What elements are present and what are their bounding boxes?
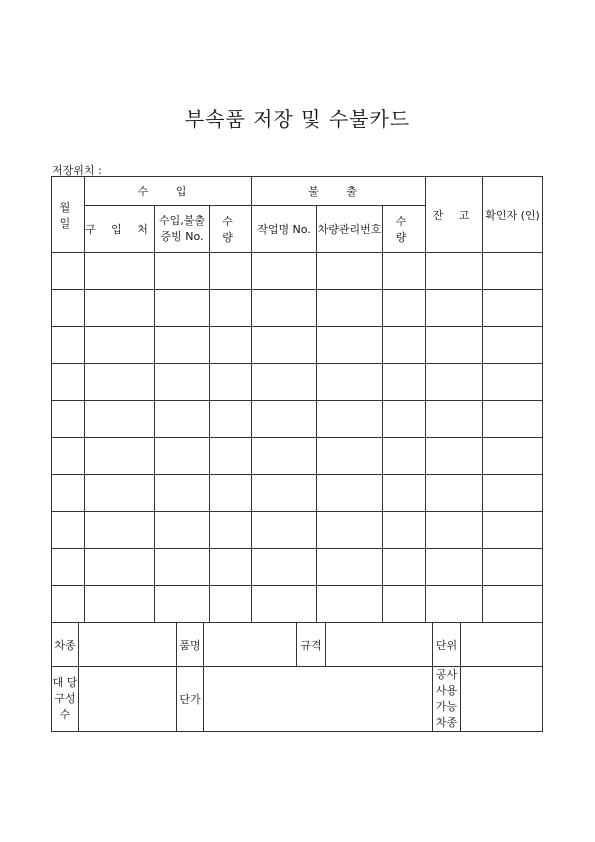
field-per-unit[interactable] xyxy=(79,667,177,732)
cell-qty-in[interactable] xyxy=(210,253,252,290)
cell-confirmer[interactable] xyxy=(483,438,543,475)
cell-receipt-doc[interactable] xyxy=(155,401,210,438)
cell-receipt-doc[interactable] xyxy=(155,512,210,549)
form-title: 부속품 저장 및 수불카드 xyxy=(184,107,411,131)
header-work-order: 작업명 No. xyxy=(252,206,317,253)
cell-supplier[interactable] xyxy=(85,438,155,475)
cell-vehicle-no[interactable] xyxy=(317,512,383,549)
item-info-table xyxy=(51,622,543,732)
cell-balance[interactable] xyxy=(426,586,483,623)
header-shipment: 불 출 xyxy=(252,177,426,206)
ledger-row xyxy=(52,586,543,623)
cell-qty-out[interactable] xyxy=(383,512,426,549)
header-qty-in: 수 량 xyxy=(210,206,252,253)
cell-work-order[interactable] xyxy=(252,364,317,401)
cell-qty-out[interactable] xyxy=(383,401,426,438)
cell-confirmer[interactable] xyxy=(483,364,543,401)
cell-date[interactable] xyxy=(52,290,85,327)
cell-work-order[interactable] xyxy=(252,438,317,475)
cell-vehicle-no[interactable] xyxy=(317,549,383,586)
cell-vehicle-no[interactable] xyxy=(317,401,383,438)
cell-receipt-doc[interactable] xyxy=(155,549,210,586)
cell-balance[interactable] xyxy=(426,327,483,364)
ledger-row xyxy=(52,327,543,364)
cell-receipt-doc[interactable] xyxy=(155,586,210,623)
cell-date[interactable] xyxy=(52,364,85,401)
cell-qty-out[interactable] xyxy=(383,549,426,586)
label-unit: 단위 xyxy=(433,623,461,667)
ledger-row xyxy=(52,290,543,327)
header-date: 월 일 xyxy=(52,177,85,253)
cell-work-order[interactable] xyxy=(252,512,317,549)
cell-vehicle-no[interactable] xyxy=(317,290,383,327)
cell-confirmer[interactable] xyxy=(483,327,543,364)
cell-balance[interactable] xyxy=(426,512,483,549)
cell-date[interactable] xyxy=(52,586,85,623)
cell-work-order[interactable] xyxy=(252,475,317,512)
header-confirmer: 확인자 (인) xyxy=(483,177,543,253)
cell-qty-out[interactable] xyxy=(383,475,426,512)
ledger-table xyxy=(51,176,543,623)
label-vehicle-type: 차종 xyxy=(52,623,79,667)
cell-receipt-doc[interactable] xyxy=(155,438,210,475)
cell-work-order[interactable] xyxy=(252,586,317,623)
label-spec: 규격 xyxy=(297,623,326,667)
cell-supplier[interactable] xyxy=(85,327,155,364)
ledger-row xyxy=(52,438,543,475)
header-receipt-doc: 수입,불출 증빙 No. xyxy=(155,206,210,253)
label-unit-price: 단가 xyxy=(177,667,204,732)
cell-receipt-doc[interactable] xyxy=(155,327,210,364)
cell-date[interactable] xyxy=(52,401,85,438)
cell-confirmer[interactable] xyxy=(483,512,543,549)
cell-qty-in[interactable] xyxy=(210,475,252,512)
cell-supplier[interactable] xyxy=(85,253,155,290)
storage-location-label: 저장위치 : xyxy=(52,164,102,177)
field-vehicle-type[interactable] xyxy=(79,623,177,667)
cell-work-order[interactable] xyxy=(252,253,317,290)
ledger-row xyxy=(52,253,543,290)
cell-date[interactable] xyxy=(52,512,85,549)
cell-date[interactable] xyxy=(52,475,85,512)
ledger-row xyxy=(52,475,543,512)
cell-balance[interactable] xyxy=(426,475,483,512)
field-item-name[interactable] xyxy=(204,623,297,667)
cell-confirmer[interactable] xyxy=(483,290,543,327)
cell-work-order[interactable] xyxy=(252,549,317,586)
cell-qty-out[interactable] xyxy=(383,253,426,290)
cell-supplier[interactable] xyxy=(85,364,155,401)
cell-receipt-doc[interactable] xyxy=(155,364,210,401)
cell-supplier[interactable] xyxy=(85,475,155,512)
cell-work-order[interactable] xyxy=(252,290,317,327)
cell-confirmer[interactable] xyxy=(483,475,543,512)
cell-date[interactable] xyxy=(52,327,85,364)
cell-balance[interactable] xyxy=(426,401,483,438)
label-per-unit: 대 당 구성수 xyxy=(52,667,79,732)
header-balance: 잔 고 xyxy=(426,177,483,253)
cell-supplier[interactable] xyxy=(85,586,155,623)
cell-vehicle-no[interactable] xyxy=(317,327,383,364)
cell-supplier[interactable] xyxy=(85,549,155,586)
cell-date[interactable] xyxy=(52,253,85,290)
cell-qty-out[interactable] xyxy=(383,327,426,364)
ledger-row xyxy=(52,549,543,586)
cell-qty-out[interactable] xyxy=(383,364,426,401)
cell-balance[interactable] xyxy=(426,253,483,290)
cell-receipt-doc[interactable] xyxy=(155,253,210,290)
cell-qty-in[interactable] xyxy=(210,438,252,475)
label-common-use: 공사사용 가능차종 xyxy=(433,667,461,732)
cell-qty-in[interactable] xyxy=(210,290,252,327)
cell-qty-out[interactable] xyxy=(383,438,426,475)
cell-supplier[interactable] xyxy=(85,401,155,438)
header-qty-out: 수 량 xyxy=(383,206,426,253)
cell-vehicle-no[interactable] xyxy=(317,586,383,623)
cell-balance[interactable] xyxy=(426,438,483,475)
cell-supplier[interactable] xyxy=(85,512,155,549)
header-vehicle-no: 차량관리번호 xyxy=(317,206,383,253)
cell-qty-in[interactable] xyxy=(210,586,252,623)
cell-date[interactable] xyxy=(52,549,85,586)
header-receipt: 수 입 xyxy=(85,177,252,206)
cell-balance[interactable] xyxy=(426,364,483,401)
cell-qty-in[interactable] xyxy=(210,401,252,438)
cell-qty-in[interactable] xyxy=(210,549,252,586)
ledger-row xyxy=(52,512,543,549)
cell-receipt-doc[interactable] xyxy=(155,475,210,512)
ledger-row xyxy=(52,401,543,438)
cell-receipt-doc[interactable] xyxy=(155,290,210,327)
cell-vehicle-no[interactable] xyxy=(317,475,383,512)
cell-vehicle-no[interactable] xyxy=(317,253,383,290)
cell-balance[interactable] xyxy=(426,290,483,327)
cell-qty-in[interactable] xyxy=(210,364,252,401)
header-supplier: 구 입 처 xyxy=(85,206,155,253)
cell-confirmer[interactable] xyxy=(483,401,543,438)
cell-confirmer[interactable] xyxy=(483,549,543,586)
ledger-row xyxy=(52,364,543,401)
cell-date[interactable] xyxy=(52,438,85,475)
cell-work-order[interactable] xyxy=(252,401,317,438)
field-unit[interactable] xyxy=(461,623,543,667)
cell-qty-out[interactable] xyxy=(383,290,426,327)
cell-qty-in[interactable] xyxy=(210,327,252,364)
cell-vehicle-no[interactable] xyxy=(317,364,383,401)
cell-vehicle-no[interactable] xyxy=(317,438,383,475)
field-common-use[interactable] xyxy=(461,667,543,732)
cell-confirmer[interactable] xyxy=(483,586,543,623)
cell-confirmer[interactable] xyxy=(483,253,543,290)
label-item-name: 품명 xyxy=(177,623,204,667)
field-spec[interactable] xyxy=(326,623,433,667)
cell-balance[interactable] xyxy=(426,549,483,586)
cell-qty-in[interactable] xyxy=(210,512,252,549)
field-unit-price[interactable] xyxy=(204,667,433,732)
cell-work-order[interactable] xyxy=(252,327,317,364)
cell-qty-out[interactable] xyxy=(383,586,426,623)
cell-supplier[interactable] xyxy=(85,290,155,327)
